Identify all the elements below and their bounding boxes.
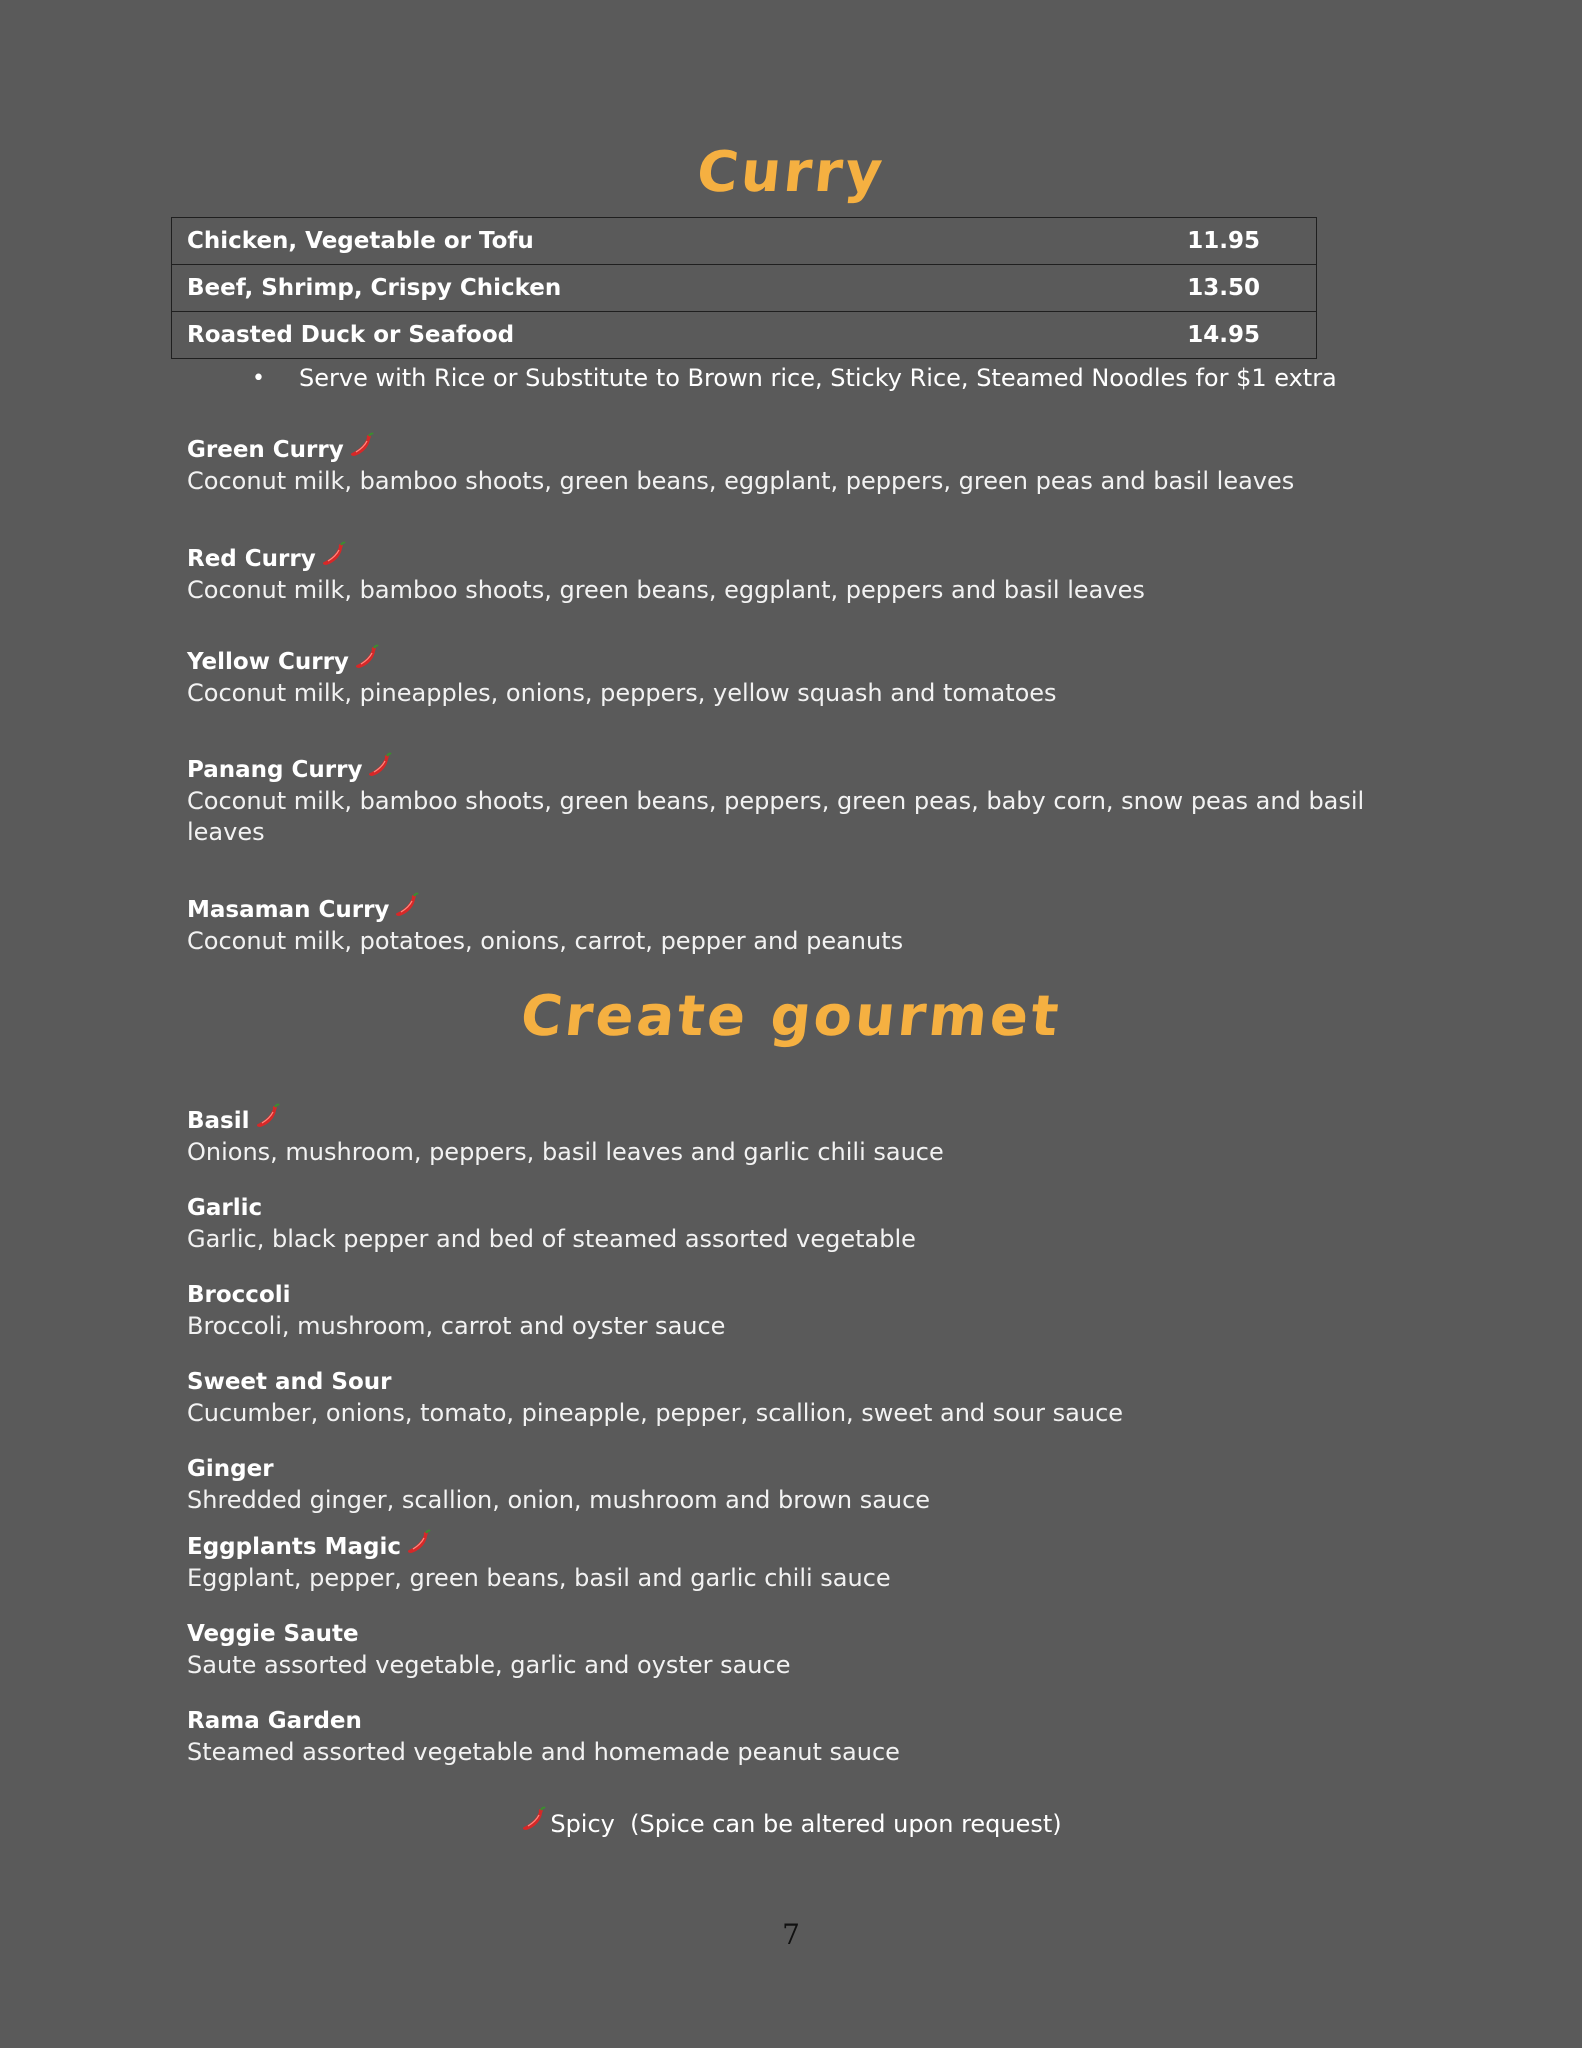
item-description: Broccoli, mushroom, carrot and oyster sauce bbox=[187, 1312, 726, 1340]
menu-item-red-curry bbox=[187, 543, 1417, 606]
chili-pepper-icon bbox=[254, 1103, 280, 1129]
rice-substitution-note bbox=[252, 364, 1337, 392]
price-row-price: 11.95 bbox=[1187, 228, 1260, 254]
chili-pepper-icon bbox=[393, 892, 419, 918]
chili-pepper-icon bbox=[366, 752, 392, 778]
item-name: Veggie Saute bbox=[187, 1621, 359, 1647]
item-name: Broccoli bbox=[187, 1282, 291, 1308]
chili-pepper-icon bbox=[353, 644, 379, 670]
page-number: 7 bbox=[782, 1918, 800, 1951]
legend-text: Spicy (Spice can be altered upon request) bbox=[550, 1810, 1062, 1838]
item-description: Steamed assorted vegetable and homemade peanut sauce bbox=[187, 1738, 900, 1766]
chili-pepper-icon bbox=[348, 432, 374, 458]
item-name: Basil bbox=[187, 1108, 250, 1134]
menu-item-basil bbox=[187, 1105, 1417, 1168]
item-description: Coconut milk, bamboo shoots, green beans, eggplant, peppers, green peas and basil leaves bbox=[187, 467, 1295, 495]
item-name: Panang Curry bbox=[187, 757, 363, 783]
menu-item-eggplants-magic bbox=[187, 1531, 1417, 1594]
bullet-icon: • bbox=[252, 365, 265, 391]
item-name: Green Curry bbox=[187, 437, 344, 463]
chili-pepper-icon bbox=[520, 1806, 546, 1832]
menu-item-yellow-curry bbox=[187, 646, 1417, 709]
item-name: Eggplants Magic bbox=[187, 1534, 401, 1560]
price-row bbox=[172, 312, 1317, 359]
curry-price-table bbox=[171, 217, 1317, 359]
menu-item-sweet-and-sour bbox=[187, 1366, 1417, 1429]
item-description: Eggplant, pepper, green beans, basil and garlic chili sauce bbox=[187, 1564, 891, 1592]
item-name: Rama Garden bbox=[187, 1708, 362, 1734]
menu-item-green-curry bbox=[187, 434, 1417, 497]
item-description: Cucumber, onions, tomato, pineapple, pepper, scallion, sweet and sour sauce bbox=[187, 1399, 1124, 1427]
chili-pepper-icon bbox=[405, 1529, 431, 1555]
price-row-label: Chicken, Vegetable or Tofu bbox=[187, 228, 534, 254]
price-row-price: 14.95 bbox=[1187, 322, 1260, 348]
item-description: Coconut milk, pineapples, onions, peppers, yellow squash and tomatoes bbox=[187, 679, 1057, 707]
item-description: Garlic, black pepper and bed of steamed assorted vegetable bbox=[187, 1225, 916, 1253]
item-name: Red Curry bbox=[187, 546, 316, 572]
item-name: Yellow Curry bbox=[187, 649, 349, 675]
price-row-label: Beef, Shrimp, Crispy Chicken bbox=[187, 275, 562, 301]
item-description: Coconut milk, bamboo shoots, green beans, eggplant, peppers and basil leaves bbox=[187, 576, 1145, 604]
item-name: Sweet and Sour bbox=[187, 1369, 392, 1395]
item-description: Onions, mushroom, peppers, basil leaves and garlic chili sauce bbox=[187, 1138, 944, 1166]
menu-item-broccoli bbox=[187, 1279, 1417, 1342]
item-description: Coconut milk, bamboo shoots, green beans, peppers, green peas, baby corn, snow peas and basil leaves bbox=[187, 787, 1365, 846]
item-description: Shredded ginger, scallion, onion, mushroom and brown sauce bbox=[187, 1486, 931, 1514]
price-row bbox=[172, 265, 1317, 312]
gourmet-title: Create gourmet bbox=[517, 984, 1065, 1049]
chili-pepper-icon bbox=[320, 541, 346, 567]
item-description: Coconut milk, potatoes, onions, carrot, pepper and peanuts bbox=[187, 927, 904, 955]
note-text: Serve with Rice or Substitute to Brown rice, Sticky Rice, Steamed Noodles for $1 extra bbox=[299, 364, 1337, 392]
curry-title: Curry bbox=[693, 140, 889, 205]
item-name: Ginger bbox=[187, 1456, 274, 1482]
item-name: Masaman Curry bbox=[187, 897, 390, 923]
menu-item-garlic bbox=[187, 1192, 1417, 1255]
price-row-label: Roasted Duck or Seafood bbox=[187, 322, 515, 348]
menu-item-rama-garden bbox=[187, 1705, 1417, 1768]
menu-item-masaman-curry bbox=[187, 894, 1417, 957]
price-row-price: 13.50 bbox=[1187, 275, 1260, 301]
item-description: Saute assorted vegetable, garlic and oyster sauce bbox=[187, 1651, 791, 1679]
menu-item-ginger bbox=[187, 1453, 1417, 1516]
price-row bbox=[172, 218, 1317, 265]
menu-item-veggie-saute bbox=[187, 1618, 1417, 1681]
spicy-legend bbox=[0, 1810, 1582, 1838]
item-name: Garlic bbox=[187, 1195, 263, 1221]
menu-item-panang-curry bbox=[187, 754, 1417, 848]
